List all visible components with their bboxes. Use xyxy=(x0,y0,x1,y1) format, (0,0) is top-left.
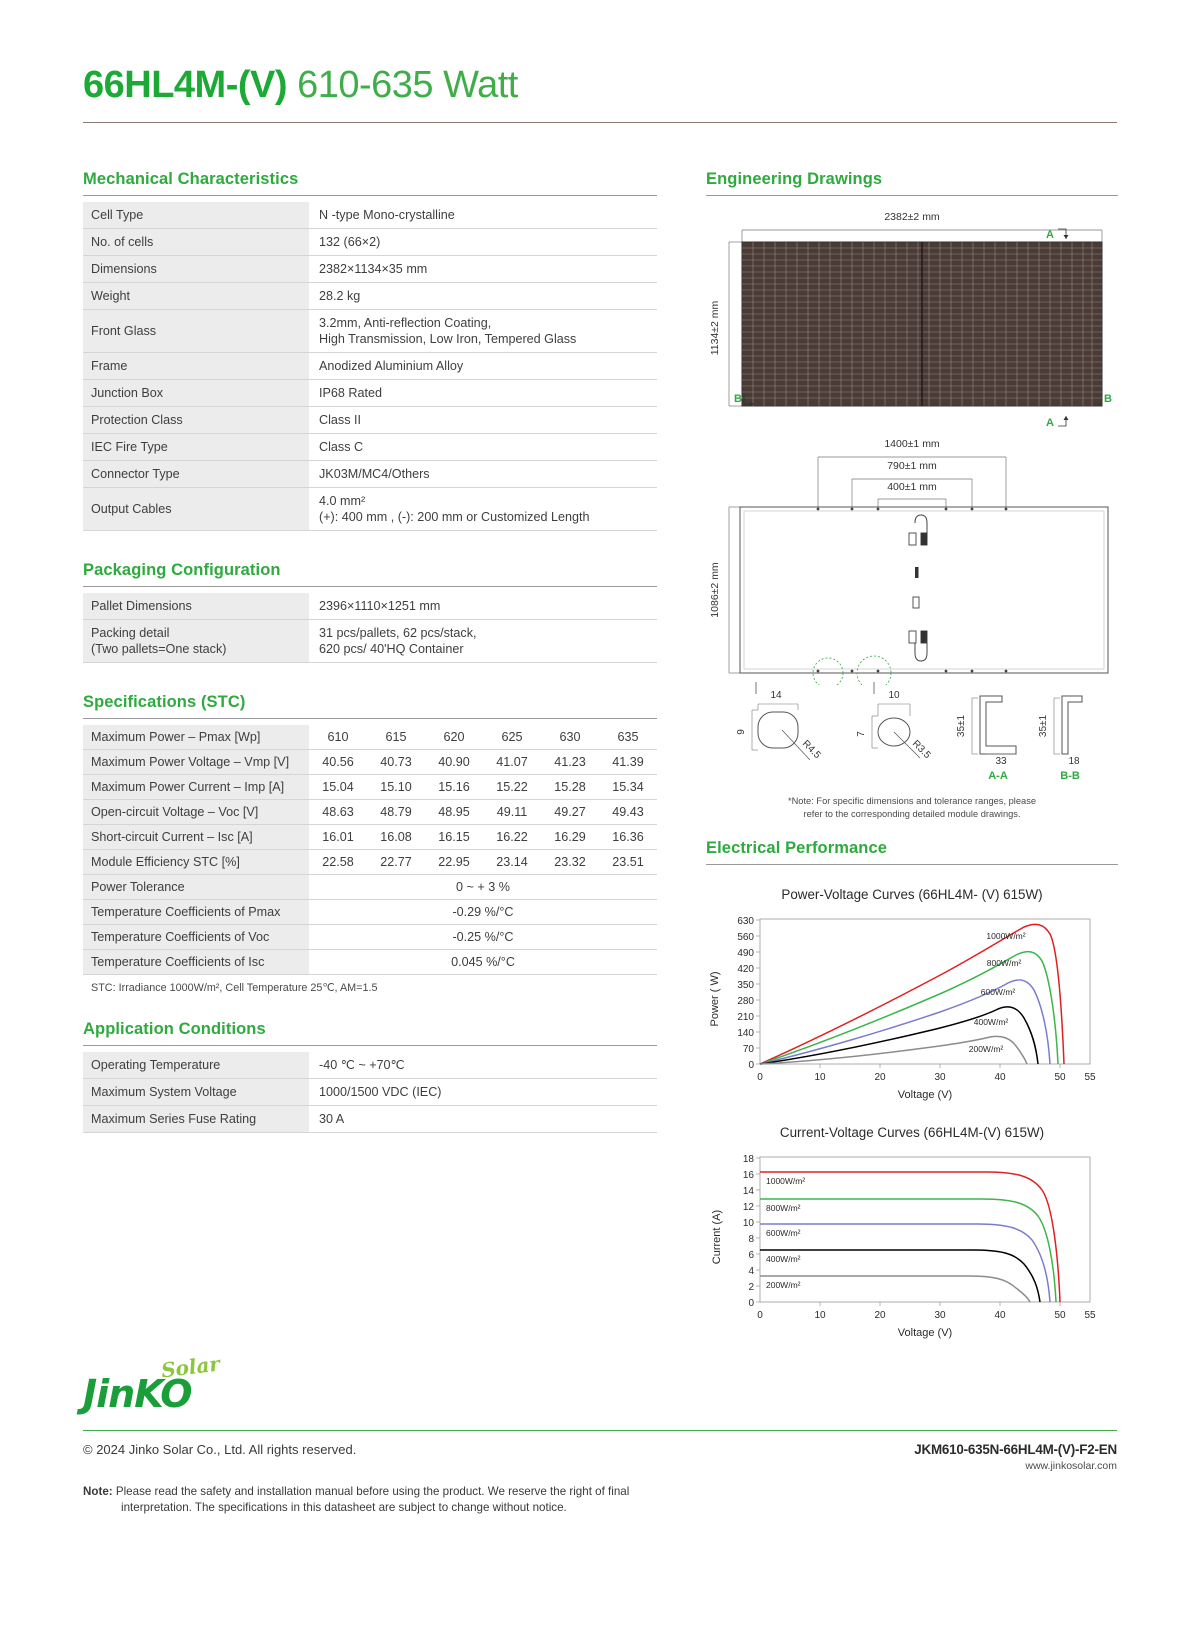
row-value: 16.01 xyxy=(309,825,367,850)
website-link[interactable]: www.jinkosolar.com xyxy=(1025,1460,1117,1472)
specifications-divider xyxy=(83,718,657,719)
iv-xtick: 40 xyxy=(994,1310,1006,1321)
iv-annot-400: 400W/m² xyxy=(766,1254,801,1264)
application-heading: Application Conditions xyxy=(83,1020,266,1038)
engineering-heading: Engineering Drawings xyxy=(706,170,883,188)
logo-solar-text: Solar xyxy=(159,1351,222,1383)
hole2-radius: R3.5 xyxy=(909,738,933,762)
row-value: 620 xyxy=(425,725,483,750)
row-value-line1: 4.0 mm² xyxy=(319,494,366,508)
table-row xyxy=(83,434,657,461)
footer-right xyxy=(914,1442,1117,1472)
pv-chart xyxy=(706,887,1118,1109)
row-value: 15.22 xyxy=(483,775,541,800)
packaging-table xyxy=(83,593,657,663)
electrical-heading: Electrical Performance xyxy=(706,839,888,857)
profile-aa-label: A-A xyxy=(988,770,1008,782)
row-value: 23.51 xyxy=(599,850,657,875)
row-value: 30 A xyxy=(309,1106,657,1133)
iv-xlabel: Voltage (V) xyxy=(897,1327,953,1339)
table-row xyxy=(83,380,657,407)
row-value: 41.39 xyxy=(599,750,657,775)
row-value: 15.04 xyxy=(309,775,367,800)
application-table xyxy=(83,1052,657,1133)
application-divider xyxy=(83,1045,657,1046)
mechanical-heading: Mechanical Characteristics xyxy=(83,170,299,188)
engineering-back-view xyxy=(706,435,1118,690)
section-mark-b-right: B xyxy=(1104,393,1112,405)
iv-chart xyxy=(706,1125,1118,1347)
iv-chart-svg xyxy=(706,1142,1118,1342)
copyright-text: © 2024 Jinko Solar Co., Ltd. All rights reserved. xyxy=(83,1442,357,1457)
specifications-heading: Specifications (STC) xyxy=(83,693,246,711)
row-key: Operating Temperature xyxy=(83,1052,309,1079)
table-row xyxy=(83,283,657,310)
pv-ytick: 630 xyxy=(737,916,754,927)
row-value: 49.27 xyxy=(541,800,599,825)
footer-line xyxy=(83,1442,1117,1472)
packaging-divider xyxy=(83,586,657,587)
row-value: -0.29 %/°C xyxy=(309,900,657,925)
row-value: IP68 Rated xyxy=(309,380,657,407)
row-key: Maximum Series Fuse Rating xyxy=(83,1106,309,1133)
footer-note xyxy=(83,1484,683,1516)
row-key: Power Tolerance xyxy=(83,875,309,900)
iv-annot-600: 600W/m² xyxy=(766,1228,801,1238)
profile-bb-height: 35±1 xyxy=(1038,714,1049,738)
row-key: IEC Fire Type xyxy=(83,434,309,461)
row-key: Maximum Power Current – Imp [A] xyxy=(83,775,309,800)
back-dim-400: 400±1 mm xyxy=(887,481,937,493)
table-row xyxy=(83,202,657,229)
row-value: 48.79 xyxy=(367,800,425,825)
hole1-radius: R4.5 xyxy=(799,738,823,762)
back-dim-790: 790±1 mm xyxy=(887,460,937,472)
header-divider xyxy=(83,122,1117,123)
table-row xyxy=(83,488,657,531)
table-row xyxy=(83,407,657,434)
row-value: -40 ℃ ~ +70℃ xyxy=(309,1052,657,1079)
page-footer xyxy=(83,1351,1117,1516)
row-value: 615 xyxy=(367,725,425,750)
profile-bb-label: B-B xyxy=(1060,770,1080,782)
table-row xyxy=(83,825,657,850)
row-value-line2: High Transmission, Low Iron, Tempered Glass xyxy=(319,332,577,346)
row-key: Output Cables xyxy=(83,488,309,531)
row-value: 630 xyxy=(541,725,599,750)
specifications-table xyxy=(83,725,657,975)
row-value: 16.15 xyxy=(425,825,483,850)
iv-xtick: 55 xyxy=(1084,1310,1096,1321)
front-view-svg xyxy=(706,208,1118,440)
row-key: Front Glass xyxy=(83,310,309,353)
iv-ytick: 0 xyxy=(748,1298,754,1309)
row-key: Open-circuit Voltage – Voc [V] xyxy=(83,800,309,825)
table-row xyxy=(83,1079,657,1106)
section-mark-b-left: B xyxy=(734,393,742,405)
logo-row xyxy=(83,1351,1117,1430)
row-value: 22.77 xyxy=(367,850,425,875)
logo-wordmark: JinKO xyxy=(83,1372,192,1416)
pv-curve-1000 xyxy=(760,924,1064,1064)
footer-note-line2: interpretation. The specifications in this datasheet are subject to change without notice. xyxy=(121,1501,567,1514)
pv-xlabel: Voltage (V) xyxy=(897,1089,953,1101)
row-value: 16.08 xyxy=(367,825,425,850)
engineering-note xyxy=(706,795,1118,821)
table-row xyxy=(83,310,657,353)
table-row xyxy=(83,950,657,975)
iv-xtick: 0 xyxy=(757,1310,763,1321)
right-column xyxy=(706,170,1118,1347)
table-row xyxy=(83,925,657,950)
row-key: Module Efficiency STC [%] xyxy=(83,850,309,875)
row-key: Temperature Coefficients of Voc xyxy=(83,925,309,950)
row-value: 16.29 xyxy=(541,825,599,850)
mechanical-divider xyxy=(83,195,657,196)
row-value: Anodized Aluminium Alloy xyxy=(309,353,657,380)
hole2-height: 7 xyxy=(856,731,867,737)
jinko-logo xyxy=(83,1351,1117,1416)
iv-ytick: 18 xyxy=(742,1154,754,1165)
pv-xtick: 55 xyxy=(1084,1072,1096,1083)
row-key: Weight xyxy=(83,283,309,310)
row-value: 0 ~ + 3 % xyxy=(309,875,657,900)
pv-ytick: 560 xyxy=(737,932,754,943)
pv-annot-200: 200W/m² xyxy=(968,1044,1004,1054)
row-value: 16.22 xyxy=(483,825,541,850)
back-dim-1400: 1400±1 mm xyxy=(884,438,940,450)
pv-xtick: 10 xyxy=(814,1072,826,1083)
row-value: 0.045 %/°C xyxy=(309,950,657,975)
pv-xtick: 0 xyxy=(757,1072,763,1083)
row-value: 22.58 xyxy=(309,850,367,875)
table-row xyxy=(83,229,657,256)
row-value: 132 (66×2) xyxy=(309,229,657,256)
row-key: Protection Class xyxy=(83,407,309,434)
iv-ytick: 12 xyxy=(742,1202,754,1213)
row-value: JK03M/MC4/Others xyxy=(309,461,657,488)
iv-ytick: 4 xyxy=(748,1266,754,1277)
electrical-divider xyxy=(706,864,1118,865)
iv-xtick: 10 xyxy=(814,1310,826,1321)
row-value: Class C xyxy=(309,434,657,461)
hole1-height: 9 xyxy=(736,729,747,735)
packaging-heading: Packaging Configuration xyxy=(83,561,281,579)
iv-ytick: 2 xyxy=(748,1282,754,1293)
model-name: 66HL4M-(V) xyxy=(83,64,288,106)
pv-ytick: 350 xyxy=(737,980,754,991)
page-title xyxy=(83,62,1117,108)
table-row xyxy=(83,256,657,283)
row-value xyxy=(309,310,657,353)
table-row xyxy=(83,593,657,620)
pv-xtick: 50 xyxy=(1054,1072,1066,1083)
row-value: 15.16 xyxy=(425,775,483,800)
pv-xtick: 20 xyxy=(874,1072,886,1083)
row-value: 15.10 xyxy=(367,775,425,800)
row-key: Maximum Power Voltage – Vmp [V] xyxy=(83,750,309,775)
footer-note-label: Note: xyxy=(83,1485,113,1498)
row-value-line2: 620 pcs/ 40'HQ Container xyxy=(319,642,464,656)
row-value: 16.36 xyxy=(599,825,657,850)
hole1-width: 14 xyxy=(770,690,782,701)
row-value xyxy=(309,488,657,531)
pv-annot-800: 800W/m² xyxy=(986,958,1022,968)
front-width-dim: 2382±2 mm xyxy=(884,211,940,223)
row-value: 635 xyxy=(599,725,657,750)
iv-ytick: 16 xyxy=(742,1170,754,1181)
electrical-section xyxy=(706,839,1118,865)
engineering-front-view xyxy=(706,208,1118,445)
table-row xyxy=(83,775,657,800)
row-value: 22.95 xyxy=(425,850,483,875)
iv-xtick: 30 xyxy=(934,1310,946,1321)
engineering-note-line1: *Note: For specific dimensions and tolerance ranges, please xyxy=(787,796,1037,806)
row-key: No. of cells xyxy=(83,229,309,256)
profile-aa-width: 33 xyxy=(995,756,1007,767)
table-row xyxy=(83,620,657,663)
iv-xtick: 50 xyxy=(1054,1310,1066,1321)
row-key: Maximum Power – Pmax [Wp] xyxy=(83,725,309,750)
row-value-line2: (+): 400 mm , (-): 200 mm or Customized Length xyxy=(319,510,590,524)
page-header xyxy=(83,62,1117,123)
iv-chart-title: Current-Voltage Curves (66HL4M-(V) 615W) xyxy=(779,1125,1045,1140)
pv-xtick: 40 xyxy=(994,1072,1006,1083)
pv-ylabel: Power ( W) xyxy=(709,971,721,1027)
iv-curve-200 xyxy=(760,1276,1030,1302)
iv-ylabel: Current (A) xyxy=(711,1209,723,1265)
row-value: 15.34 xyxy=(599,775,657,800)
row-value: 41.23 xyxy=(541,750,599,775)
pv-ytick: 280 xyxy=(737,996,754,1007)
pv-chart-title: Power-Voltage Curves (66HL4M- (V) 615W) xyxy=(781,887,1043,902)
table-row xyxy=(83,1106,657,1133)
row-value: N -type Mono-crystalline xyxy=(309,202,657,229)
table-row xyxy=(83,725,657,750)
pv-ytick: 210 xyxy=(737,1012,754,1023)
pv-ytick: 420 xyxy=(737,964,754,975)
row-key: Maximum System Voltage xyxy=(83,1079,309,1106)
row-value: 48.63 xyxy=(309,800,367,825)
row-key: Junction Box xyxy=(83,380,309,407)
hole2-width: 10 xyxy=(888,690,900,701)
detail-views-svg xyxy=(706,682,1118,782)
mechanical-table xyxy=(83,202,657,531)
row-key: Temperature Coefficients of Isc xyxy=(83,950,309,975)
row-key-line1: Packing detail xyxy=(91,626,170,640)
pv-ytick: 70 xyxy=(742,1044,754,1055)
row-value: 41.07 xyxy=(483,750,541,775)
iv-curve-600 xyxy=(760,1224,1050,1302)
table-row xyxy=(83,900,657,925)
footer-divider xyxy=(83,1430,1117,1431)
row-key: Connector Type xyxy=(83,461,309,488)
footer-note-line1: Please read the safety and installation manual before using the product. We reserve the right of final xyxy=(115,1485,630,1498)
front-height-dim: 1134±2 mm xyxy=(709,300,721,356)
table-row xyxy=(83,850,657,875)
row-key: Frame xyxy=(83,353,309,380)
row-value: 28.2 kg xyxy=(309,283,657,310)
profile-bb-width: 18 xyxy=(1068,756,1080,767)
iv-annot-800: 800W/m² xyxy=(766,1203,801,1213)
row-value: Class II xyxy=(309,407,657,434)
iv-ytick: 6 xyxy=(748,1250,754,1261)
table-row xyxy=(83,353,657,380)
engineering-note-line2: refer to the corresponding detailed module drawings. xyxy=(803,809,1021,819)
iv-annot-1000: 1000W/m² xyxy=(766,1176,806,1186)
left-column xyxy=(83,170,657,1133)
row-value: 610 xyxy=(309,725,367,750)
pv-annot-1000: 1000W/m² xyxy=(986,931,1026,941)
iv-xtick: 20 xyxy=(874,1310,886,1321)
iv-ytick: 14 xyxy=(742,1186,754,1197)
iv-ytick: 8 xyxy=(748,1234,754,1245)
pv-chart-svg xyxy=(706,904,1118,1104)
row-value: 40.73 xyxy=(367,750,425,775)
row-key: Short-circuit Current – Isc [A] xyxy=(83,825,309,850)
pv-xtick: 30 xyxy=(934,1072,946,1083)
row-value: 23.32 xyxy=(541,850,599,875)
pv-ytick: 490 xyxy=(737,948,754,959)
row-key: Cell Type xyxy=(83,202,309,229)
row-value: 49.43 xyxy=(599,800,657,825)
row-value: 40.90 xyxy=(425,750,483,775)
stc-footnote: STC: Irradiance 1000W/m², Cell Temperature 25℃, AM=1.5 xyxy=(91,982,378,994)
row-key: Dimensions xyxy=(83,256,309,283)
model-code: JKM610-635N-66HL4M-(V)-F2-EN xyxy=(914,1442,1117,1457)
iv-curve-1000 xyxy=(760,1172,1060,1302)
table-row xyxy=(83,1052,657,1079)
row-value: 15.28 xyxy=(541,775,599,800)
row-value: -0.25 %/°C xyxy=(309,925,657,950)
engineering-divider xyxy=(706,195,1118,196)
row-value: 40.56 xyxy=(309,750,367,775)
back-view-svg xyxy=(706,435,1118,685)
row-value: 2382×1134×35 mm xyxy=(309,256,657,283)
section-mark-a-bottom: A xyxy=(1046,417,1054,429)
profile-aa-height: 35±1 xyxy=(956,714,967,738)
iv-annot-200: 200W/m² xyxy=(766,1280,801,1290)
row-value: 2396×1110×1251 mm xyxy=(309,593,657,620)
row-key: Temperature Coefficients of Pmax xyxy=(83,900,309,925)
row-value-line1: 3.2mm, Anti-reflection Coating, xyxy=(319,316,492,330)
pv-ytick: 0 xyxy=(748,1060,754,1071)
row-value: 625 xyxy=(483,725,541,750)
row-key: Pallet Dimensions xyxy=(83,593,309,620)
model-wattage: 610-635 Watt xyxy=(297,64,518,106)
pv-ytick: 140 xyxy=(737,1028,754,1039)
engineering-detail-views xyxy=(706,682,1118,787)
section-mark-a-top: A xyxy=(1046,229,1054,241)
pv-annot-400: 400W/m² xyxy=(973,1017,1009,1027)
table-row xyxy=(83,875,657,900)
row-value: 23.14 xyxy=(483,850,541,875)
table-row xyxy=(83,800,657,825)
pv-curve-400 xyxy=(760,1007,1038,1064)
table-row xyxy=(83,461,657,488)
row-value-line1: 31 pcs/pallets, 62 pcs/stack, xyxy=(319,626,477,640)
row-key xyxy=(83,620,309,663)
row-value: 49.11 xyxy=(483,800,541,825)
row-key-line2: (Two pallets=One stack) xyxy=(91,642,227,656)
row-value: 48.95 xyxy=(425,800,483,825)
iv-ytick: 10 xyxy=(742,1218,754,1229)
row-value xyxy=(309,620,657,663)
pv-annot-600: 600W/m² xyxy=(980,987,1016,997)
row-value: 1000/1500 VDC (IEC) xyxy=(309,1079,657,1106)
back-height-dim: 1086±2 mm xyxy=(709,562,721,618)
table-row xyxy=(83,750,657,775)
